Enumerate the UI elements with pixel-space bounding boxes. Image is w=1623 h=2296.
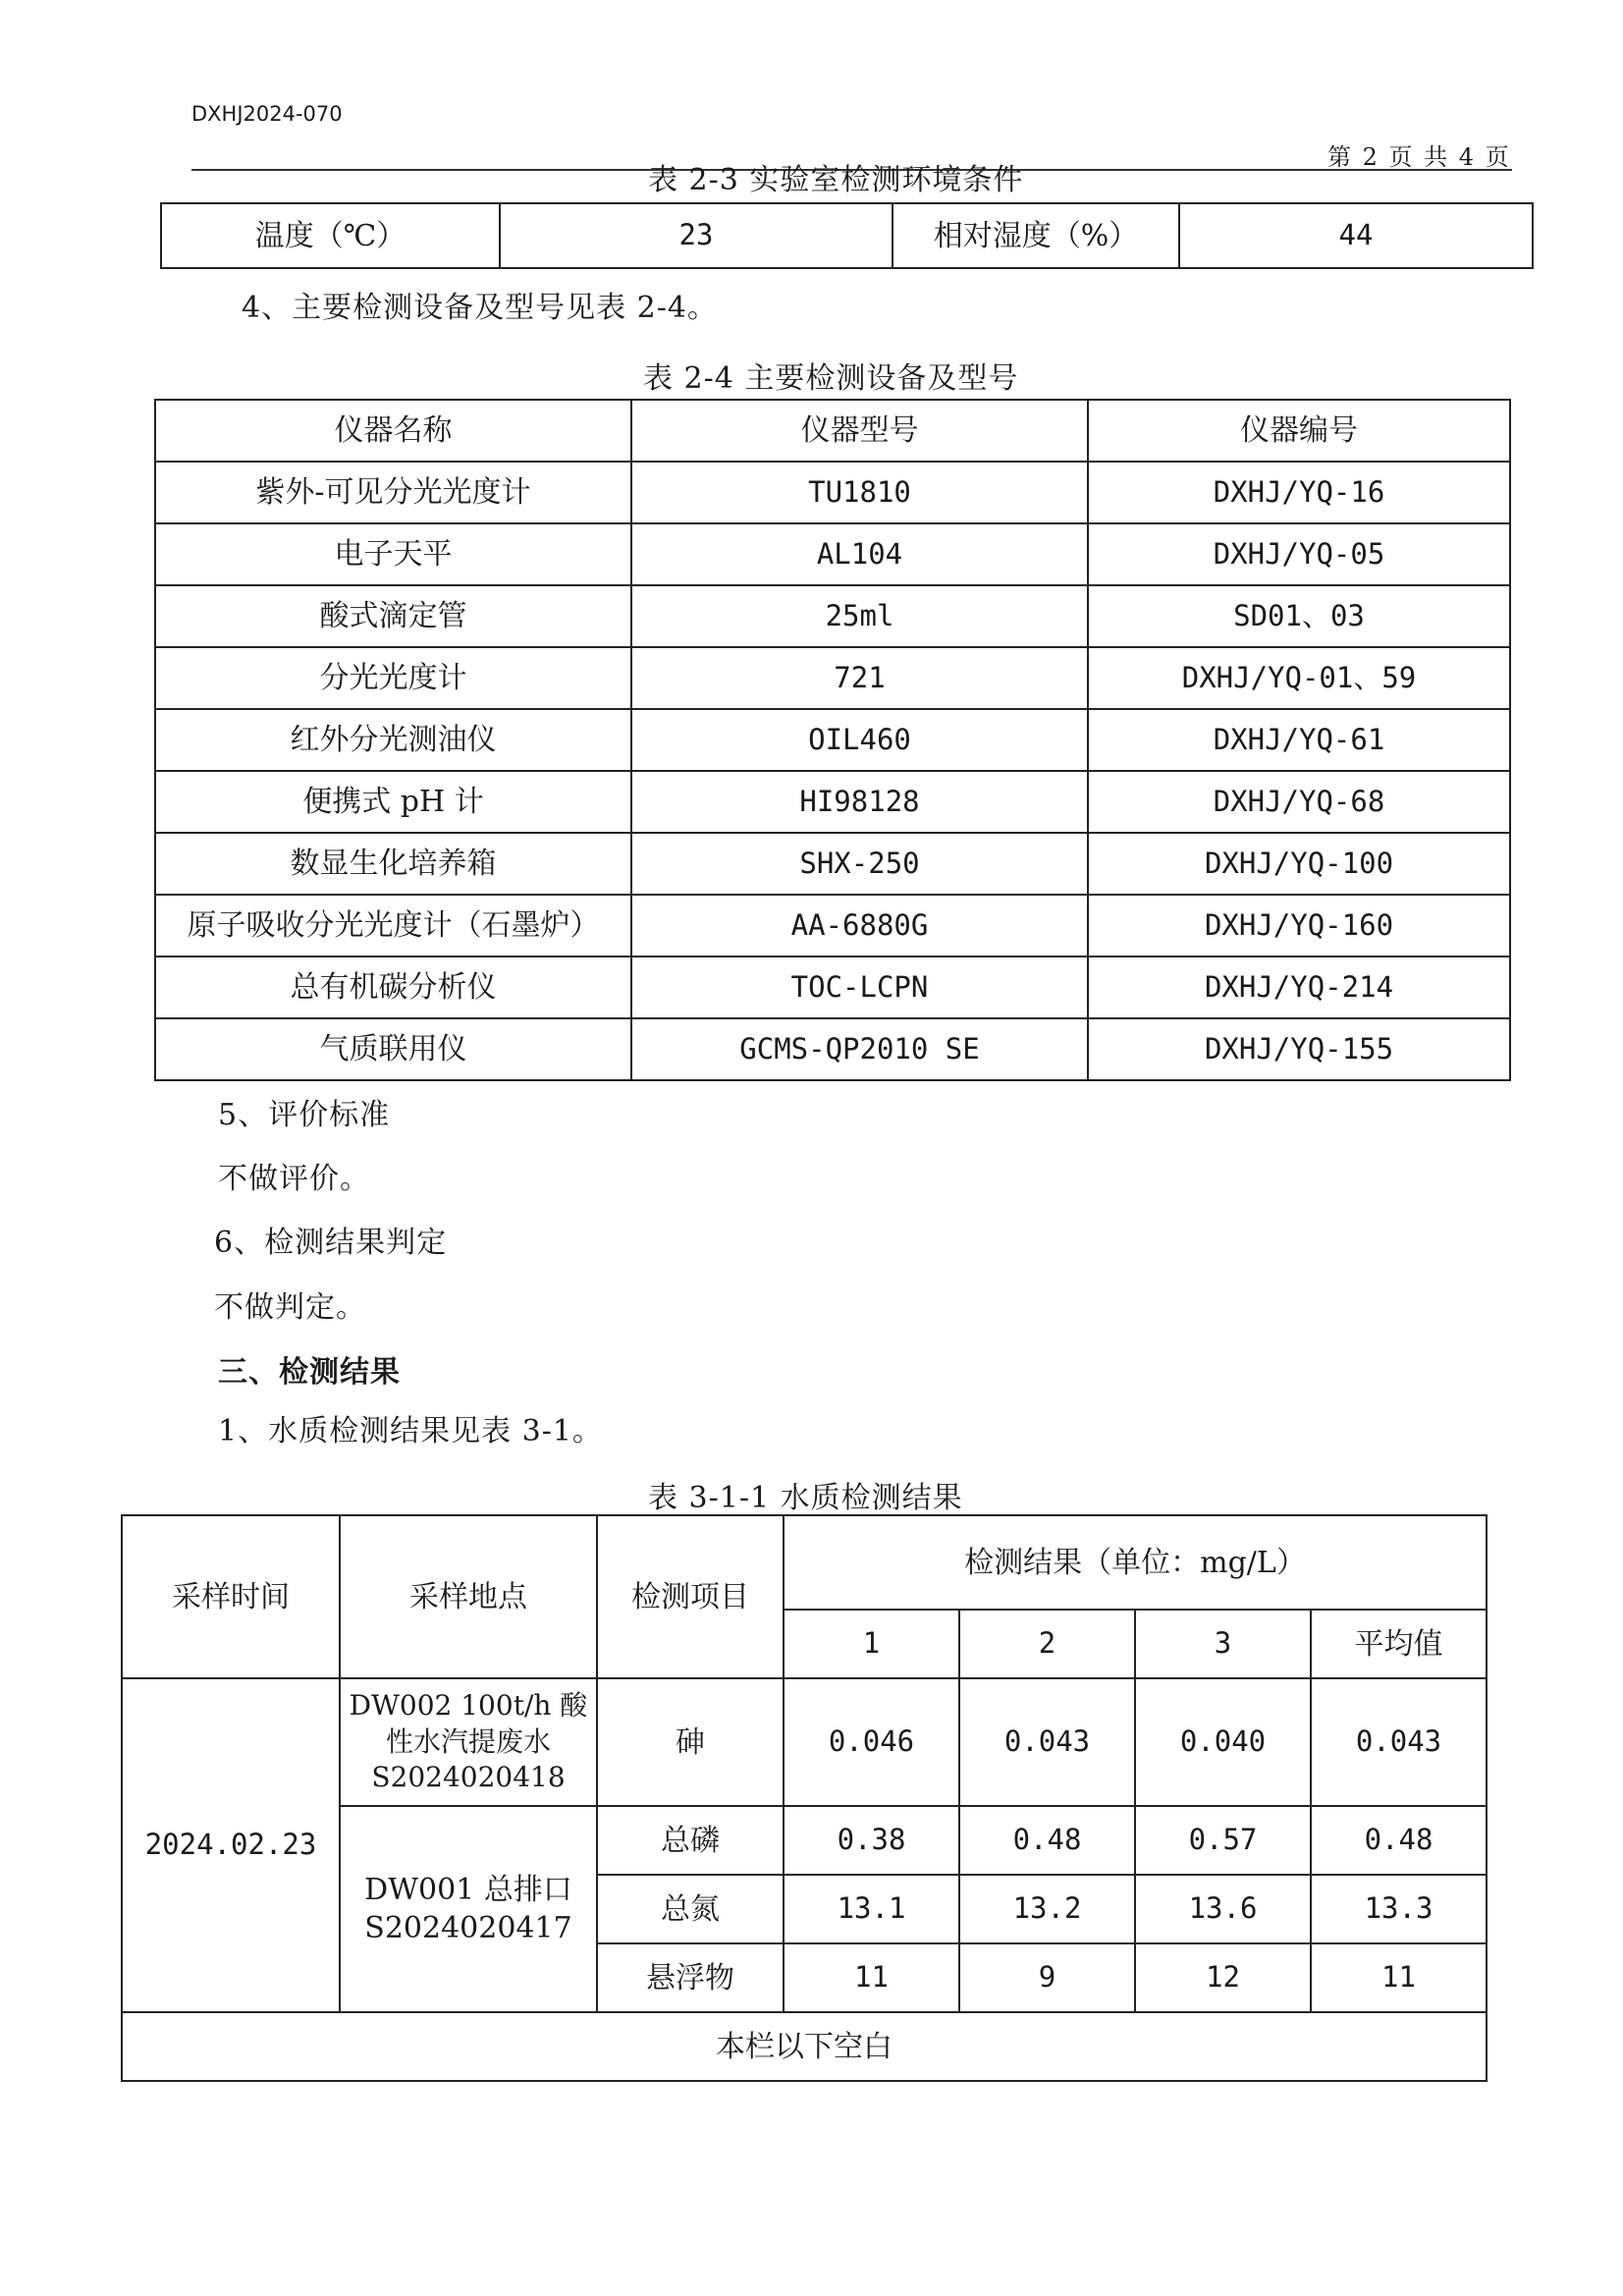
table-row xyxy=(155,957,1510,1018)
sampling-location-dw002 xyxy=(340,1678,597,1806)
table-header-row xyxy=(122,1515,1487,1610)
sample-id: S2024020418 xyxy=(371,1761,566,1794)
instrument-number: DXHJ/YQ-16 xyxy=(1088,462,1510,523)
instrument-model: 721 xyxy=(631,647,1088,709)
equipment-table xyxy=(154,399,1511,1081)
result-average: 0.043 xyxy=(1311,1678,1487,1806)
section-6-body: 不做判定。 xyxy=(214,1290,366,1325)
sampling-location-dw001 xyxy=(340,1806,597,2012)
humidity-value: 44 xyxy=(1179,203,1533,268)
table-row xyxy=(161,203,1533,268)
test-item: 总磷 xyxy=(597,1806,784,1875)
table-row xyxy=(155,585,1510,647)
instrument-model: HI98128 xyxy=(631,771,1088,833)
sampling-date: 2024.02.23 xyxy=(122,1678,340,2012)
table-row xyxy=(155,647,1510,709)
instrument-number: SD01、03 xyxy=(1088,585,1510,647)
result-value: 0.38 xyxy=(784,1806,959,1875)
location-line: DW001 总排口 xyxy=(364,1873,572,1907)
page-indicator: 第 2 页 共 4 页 xyxy=(1327,143,1511,171)
instrument-number: DXHJ/YQ-214 xyxy=(1088,957,1510,1018)
instrument-model: TU1810 xyxy=(631,462,1088,523)
instrument-name: 红外分光测油仪 xyxy=(155,709,631,771)
table-row xyxy=(155,833,1510,895)
instrument-number: DXHJ/YQ-01、59 xyxy=(1088,647,1510,709)
sample-id: S2024020417 xyxy=(364,1911,572,1945)
instrument-number: DXHJ/YQ-68 xyxy=(1088,771,1510,833)
section-3-title: 三、检测结果 xyxy=(218,1355,401,1390)
header-sampling-location: 采样地点 xyxy=(340,1515,597,1678)
instrument-name: 总有机碳分析仪 xyxy=(155,957,631,1018)
instrument-model: OIL460 xyxy=(631,709,1088,771)
instrument-number: DXHJ/YQ-160 xyxy=(1088,895,1510,957)
temperature-value: 23 xyxy=(500,203,893,268)
instrument-name: 便携式 pH 计 xyxy=(155,771,631,833)
instrument-model: 25ml xyxy=(631,585,1088,647)
document-code: DXHJ2024-070 xyxy=(191,102,343,126)
instrument-model: AA-6880G xyxy=(631,895,1088,957)
humidity-label: 相对湿度（%） xyxy=(893,203,1179,268)
header-test-item: 检测项目 xyxy=(597,1515,784,1678)
header-result-3: 3 xyxy=(1135,1610,1311,1678)
test-item: 悬浮物 xyxy=(597,1943,784,2012)
result-value: 9 xyxy=(959,1943,1135,2012)
table-footer-row xyxy=(122,2012,1487,2081)
table-2-3-caption: 表 2-3 实验室检测环境条件 xyxy=(648,163,1024,197)
instrument-model: TOC-LCPN xyxy=(631,957,1088,1018)
location-line: 性水汽提废水 xyxy=(385,1724,551,1758)
temperature-label: 温度（℃） xyxy=(161,203,500,268)
table-row xyxy=(155,523,1510,585)
instrument-number: DXHJ/YQ-155 xyxy=(1088,1018,1510,1080)
test-item: 砷 xyxy=(597,1678,784,1806)
result-value: 0.57 xyxy=(1135,1806,1311,1875)
instrument-number: DXHJ/YQ-61 xyxy=(1088,709,1510,771)
result-value: 13.6 xyxy=(1135,1875,1311,1943)
result-value: 0.046 xyxy=(784,1678,959,1806)
instrument-name-header: 仪器名称 xyxy=(155,400,631,462)
result-average: 13.3 xyxy=(1311,1875,1487,1943)
table-row xyxy=(155,771,1510,833)
section-5-title: 5、评价标准 xyxy=(218,1098,391,1132)
section-4-text: 4、主要检测设备及型号见表 2-4。 xyxy=(242,291,718,325)
result-average: 11 xyxy=(1311,1943,1487,2012)
header-result-1: 1 xyxy=(784,1610,959,1678)
result-value: 13.1 xyxy=(784,1875,959,1943)
instrument-number-header: 仪器编号 xyxy=(1088,400,1510,462)
instrument-model-header: 仪器型号 xyxy=(631,400,1088,462)
table-row xyxy=(155,895,1510,957)
instrument-name: 紫外-可见分光光度计 xyxy=(155,462,631,523)
table-header-row xyxy=(155,400,1510,462)
result-value: 13.2 xyxy=(959,1875,1135,1943)
test-item: 总氮 xyxy=(597,1875,784,1943)
instrument-name: 数显生化培养箱 xyxy=(155,833,631,895)
result-value: 0.48 xyxy=(959,1806,1135,1875)
header-result-2: 2 xyxy=(959,1610,1135,1678)
instrument-name: 酸式滴定管 xyxy=(155,585,631,647)
lab-environment-table xyxy=(160,202,1534,269)
result-value: 0.040 xyxy=(1135,1678,1311,1806)
table-row xyxy=(155,709,1510,771)
result-average: 0.48 xyxy=(1311,1806,1487,1875)
header-sampling-time: 采样时间 xyxy=(122,1515,340,1678)
instrument-number: DXHJ/YQ-05 xyxy=(1088,523,1510,585)
result-value: 11 xyxy=(784,1943,959,2012)
header-results-group: 检测结果（单位：mg/L） xyxy=(784,1515,1487,1610)
instrument-model: SHX-250 xyxy=(631,833,1088,895)
table-2-4-caption: 表 2-4 主要检测设备及型号 xyxy=(643,361,1019,396)
instrument-name: 电子天平 xyxy=(155,523,631,585)
result-value: 0.043 xyxy=(959,1678,1135,1806)
instrument-model: AL104 xyxy=(631,523,1088,585)
instrument-number: DXHJ/YQ-100 xyxy=(1088,833,1510,895)
location-line: DW002 100t/h 酸 xyxy=(349,1689,588,1722)
section-5-body: 不做评价。 xyxy=(218,1162,370,1196)
instrument-name: 原子吸收分光光度计（石墨炉） xyxy=(155,895,631,957)
section-6-title: 6、检测结果判定 xyxy=(214,1226,448,1260)
header-result-average: 平均值 xyxy=(1311,1610,1487,1678)
table-3-1-1-caption: 表 3-1-1 水质检测结果 xyxy=(648,1481,963,1515)
instrument-model: GCMS-QP2010 SE xyxy=(631,1018,1088,1080)
blank-below-note: 本栏以下空白 xyxy=(122,2012,1487,2081)
table-row xyxy=(122,1678,1487,1806)
instrument-name: 分光光度计 xyxy=(155,647,631,709)
water-quality-results-table xyxy=(121,1514,1488,2082)
instrument-name: 气质联用仪 xyxy=(155,1018,631,1080)
result-value: 12 xyxy=(1135,1943,1311,2012)
section-3-text: 1、水质检测结果见表 3-1。 xyxy=(218,1414,603,1449)
table-row xyxy=(155,462,1510,523)
table-row xyxy=(155,1018,1510,1080)
